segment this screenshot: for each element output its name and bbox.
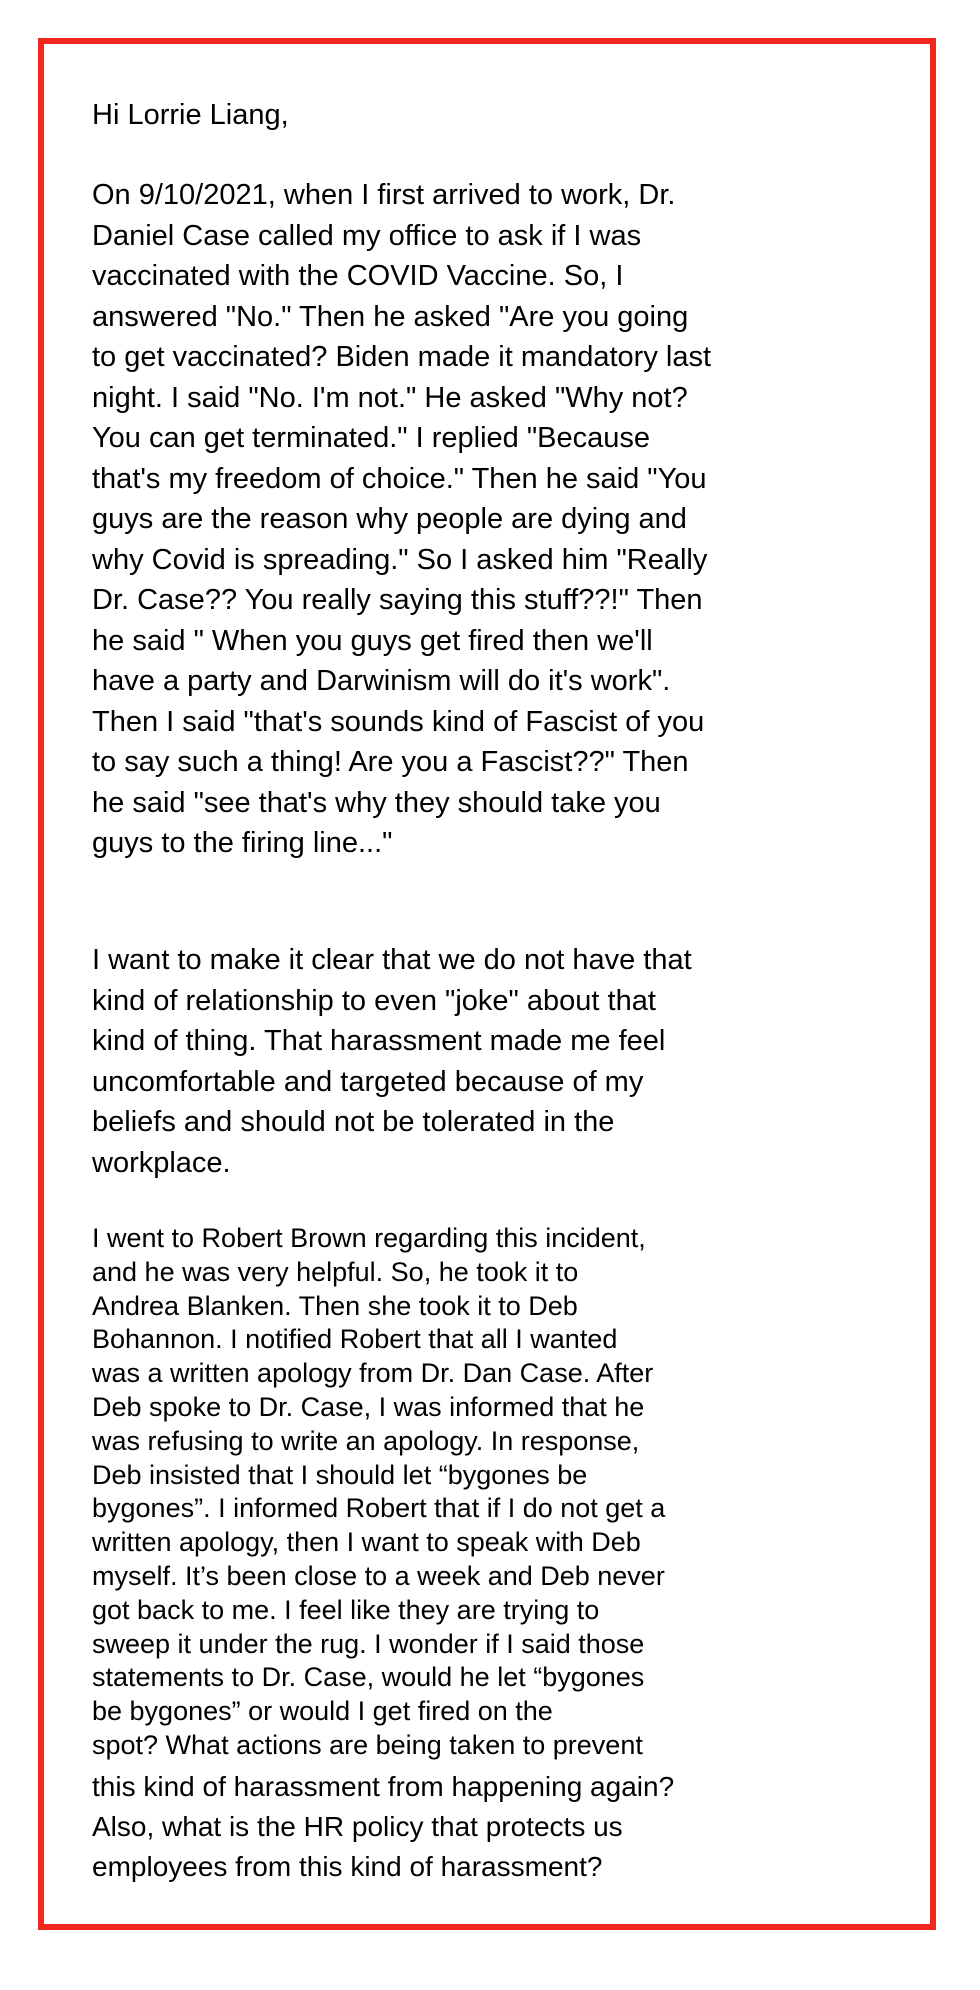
paragraph-line: Andrea Blanken. Then she took it to Deb <box>92 1290 578 1321</box>
paragraph-line: Bohannon. I notified Robert that all I wanted <box>92 1324 618 1355</box>
paragraph-line: night. I said "No. I'm not." He asked "Why not? <box>92 381 688 414</box>
paragraph-line: kind of thing. That harassment made me feel <box>92 1025 666 1057</box>
paragraph-line: guys to the firing line..." <box>92 827 393 859</box>
paragraph-line: I went to Robert Brown regarding this incident, <box>92 1223 646 1253</box>
paragraph-line: and he was very helpful. So, he took it to <box>92 1256 579 1287</box>
paragraph-line: bygones”. I informed Robert that if I do not get a <box>92 1493 666 1524</box>
paragraph-line: to say such a thing! Are you a Fascist??" Then <box>92 746 689 778</box>
paragraph-line: kind of relationship to even "joke" about that <box>92 984 656 1017</box>
paragraph-line: On 9/10/2021, when I first arrived to work, Dr. <box>92 179 676 211</box>
paragraph-line: written apology, then I want to speak with Deb <box>92 1527 641 1558</box>
letter-paragraph-1 <box>92 175 872 864</box>
paragraph-line: that's my freedom of choice." Then he said "You <box>92 462 707 495</box>
paragraph-line: have a party and Darwinism will do it's work". <box>92 665 671 697</box>
paragraph-line: be bygones” or would I get fired on the <box>92 1696 553 1727</box>
paragraph-line: beliefs and should not be tolerated in the <box>92 1106 615 1138</box>
paragraph-line: workplace. <box>92 1146 231 1179</box>
paragraph-line: Dr. Case?? You really saying this stuff??!" Then <box>92 584 703 616</box>
paragraph-line: vaccinated with the COVID Vaccine. So, I <box>92 260 624 292</box>
paragraph-line: he said " When you guys get fired then we'll <box>92 624 653 657</box>
paragraph-line: Then I said "that's sounds kind of Fascist of you <box>92 705 705 738</box>
paragraph-line: he said "see that's why they should take you <box>92 786 661 819</box>
paragraph-line: guys are the reason why people are dying and <box>92 503 687 535</box>
paragraph-3-tail <box>92 1767 872 1887</box>
letter-paragraph-2 <box>92 940 872 1183</box>
paragraph-line: got back to me. I feel like they are trying to <box>92 1594 600 1625</box>
letter-paragraph-3 <box>92 1222 872 1887</box>
paragraph-line: Daniel Case called my office to ask if I was <box>92 219 642 252</box>
paragraph-line: Also, what is the HR policy that protects us <box>92 1810 623 1842</box>
paragraph-line: answered "No." Then he asked "Are you going <box>92 300 689 333</box>
paragraph-line: was refusing to write an apology. In response, <box>92 1425 640 1456</box>
paragraph-line: spot? What actions are being taken to prevent <box>92 1729 643 1760</box>
paragraph-line: Deb spoke to Dr. Case, I was informed that he <box>92 1391 645 1422</box>
paragraph-line: Deb insisted that I should let “bygones be <box>92 1459 588 1490</box>
paragraph-line: to get vaccinated? Biden made it mandatory last <box>92 341 712 373</box>
paragraph-line: You can get terminated." I replied "Because <box>92 422 650 454</box>
paragraph-line: statements to Dr. Case, would he let “bygones <box>92 1662 645 1693</box>
paragraph-line: employees from this kind of harassment? <box>92 1850 603 1882</box>
paragraph-line: this kind of harassment from happening again? <box>92 1770 675 1802</box>
paragraph-line: myself. It’s been close to a week and Deb never <box>92 1560 665 1591</box>
paragraph-line: I want to make it clear that we do not have that <box>92 944 692 976</box>
paragraph-line: was a written apology from Dr. Dan Case. After <box>92 1358 654 1389</box>
letter-greeting: Hi Lorrie Liang, <box>92 99 289 131</box>
paragraph-line: uncomfortable and targeted because of my <box>92 1065 644 1098</box>
paragraph-line: sweep it under the rug. I wonder if I said those <box>92 1628 645 1659</box>
paragraph-line: why Covid is spreading." So I asked him "Really <box>92 543 708 576</box>
